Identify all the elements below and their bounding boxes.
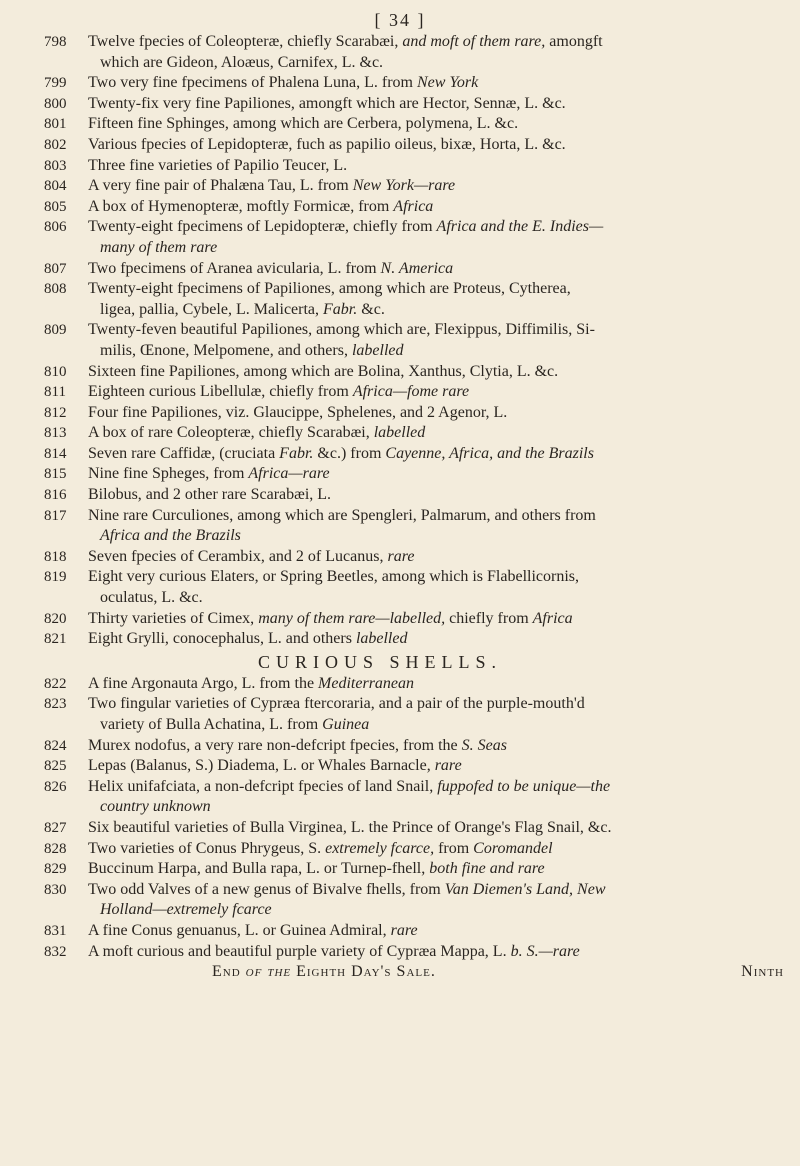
lot-number: 832 [44,943,67,960]
lot-entry [44,382,784,403]
lot-number: 829 [44,861,67,878]
lot-number: 799 [44,75,67,92]
lot-description: Thirty varieties of Cimex, many of them rare—labelled, chiefly from Africa [88,609,573,627]
lot-description: Nine fine Spheges, from Africa—rare [88,465,330,483]
end-of-sale-line [44,962,784,982]
lot-entry [44,674,784,695]
lot-description: Six beautiful varieties of Bulla Virginea, L. the Prince of Orange's Flag Snail, &c. [88,818,612,836]
lot-entry [44,423,784,444]
lot-number: 820 [44,610,67,627]
lot-number: 803 [44,157,67,174]
lot-entry [44,818,784,839]
lot-description: Two odd Valves of a new genus of Bivalve fhells, from Van Diemen's Land, New Holland—extremely fcarce [88,880,606,919]
lot-number: 825 [44,758,67,775]
lot-number: 804 [44,178,67,195]
lot-description: Buccinum Harpa, and Bulla rapa, L. or Turnep-fhell, both fine and rare [88,860,545,878]
lot-number: 823 [44,696,67,713]
lot-description: Twenty-feven beautiful Papiliones, among which are, Flexippus, Diffimilis, Si- milis, Œnone, Melpomene, and others, labelled [88,321,595,359]
lot-description: A box of rare Coleopteræ, chiefly Scarabæi, labelled [88,424,426,442]
lot-entry [44,609,784,630]
lot-description: Nine rare Curculiones, among which are Spengleri, Palmarum, and others from Africa and the Brazils [88,506,596,545]
lot-entry [44,156,784,177]
lot-description: Eight very curious Elaters, or Spring Beetles, among which is Flabellicornis, oculatus, L. &c. [88,568,580,607]
lot-description: Fifteen fine Sphinges, among which are Cerbera, polymena, L. &c. [88,115,519,133]
lot-entry [44,629,784,650]
lot-description: Three fine varieties of Papilio Teucer, L. [88,156,348,174]
lot-description: Lepas (Balanus, S.) Diadema, L. or Whales Barnacle, rare [88,757,462,775]
lot-description: Seven fpecies of Cerambix, and 2 of Lucanus, rare [88,547,415,565]
lot-description: Seven rare Caffidæ, (cruciata Fabr. &c.) from Cayenne, Africa, and the Brazils [88,444,594,462]
lot-number: 812 [44,404,67,421]
lot-entry [44,839,784,860]
lot-entry [44,694,784,735]
lot-description: Eight Grylli, conocephalus, L. and others labelled [88,630,408,648]
lot-entry [44,506,784,547]
lot-description: Murex nodofus, a very rare non-defcript fpecies, from the S. Seas [88,736,507,754]
lot-entry [44,320,784,361]
lot-entry [44,32,784,73]
lot-entry [44,736,784,757]
lot-number: 800 [44,95,67,112]
lot-entry [44,114,784,135]
lot-description: Eighteen curious Libellulæ, chiefly from Africa—fome rare [88,383,470,401]
lot-number: 815 [44,466,67,483]
lot-entry [44,217,784,258]
lot-number: 819 [44,569,67,586]
lot-number: 822 [44,675,67,692]
lot-description: Two very fine fpecimens of Phalena Luna, L. from New York [88,74,479,92]
lot-entry [44,777,784,818]
lot-description: Four fine Papiliones, viz. Glaucippe, Sphelenes, and 2 Agenor, L. [88,403,508,421]
lot-number: 821 [44,631,67,648]
lot-entry [44,197,784,218]
lot-number: 808 [44,281,67,298]
lot-entry [44,464,784,485]
lot-description: Bilobus, and 2 other rare Scarabæi, L. [88,486,332,504]
lot-number: 802 [44,136,67,153]
lot-number: 806 [44,219,67,236]
lot-description: Two fingular varieties of Cypræa ftercoraria, and a pair of the purple-mouth'd variety of Bulla Achatina, L. from Guinea [88,695,585,733]
lot-entry [44,547,784,568]
lot-description: Twenty-eight fpecimens of Lepidopteræ, chiefly from Africa and the E. Indies— many of them rare [88,218,604,256]
lot-number: 809 [44,322,67,339]
lot-description: A fine Argonauta Argo, L. from the Mediterranean [88,674,415,692]
lot-entry [44,880,784,921]
lot-number: 805 [44,198,67,215]
lot-number: 824 [44,737,67,754]
lot-number: 813 [44,425,67,442]
lot-description: Two fpecimens of Aranea avicularia, L. from N. America [88,259,454,277]
lot-entry [44,279,784,320]
lot-description: Two varieties of Conus Phrygeus, S. extremely fcarce, from Coromandel [88,839,553,857]
lot-entry [44,485,784,506]
lot-entry [44,859,784,880]
lot-entry [44,444,784,465]
lot-number: 830 [44,881,67,898]
lot-entry [44,259,784,280]
lot-number: 810 [44,363,67,380]
section-heading: CURIOUS SHELLS. [258,651,503,672]
lot-description: Helix unifafciata, a non-defcript fpecies of land Snail, fuppofed to be unique—the country unknown [88,777,611,816]
lot-number: 816 [44,487,67,504]
lot-number: 817 [44,507,67,524]
lot-number: 798 [44,34,67,50]
shell-lots [44,674,784,962]
lot-description: Twenty-eight fpecimens of Papiliones, among which are Proteus, Cytherea, ligea, pallia, Cybele, L. Malicerta, Fabr. &c. [88,280,571,318]
lot-number: 827 [44,819,67,836]
lot-number: 811 [44,384,66,401]
lot-entry [44,73,784,94]
page-number: [ 34 ] [374,10,426,30]
lot-entry [44,403,784,424]
lot-number: 818 [44,548,67,565]
lot-entry [44,135,784,156]
lot-description: Various fpecies of Lepidopteræ, fuch as papilio oileus, bixæ, Horta, L. &c. [88,135,566,153]
insect-lots [44,32,784,650]
lot-number: 807 [44,260,67,277]
lot-list [44,32,784,982]
lot-entry [44,567,784,608]
lot-number: 814 [44,445,67,462]
lot-number: 828 [44,840,67,857]
lot-entry [44,942,784,963]
lot-entry [44,94,784,115]
lot-description: Twelve fpecies of Coleopteræ, chiefly Scarabæi, and moft of them rare, amongft which are Gideon, Aloæus, Carnifex, L. &c. [88,33,603,71]
lot-description: A box of Hymenopteræ, moftly Formicæ, from Africa [88,197,434,215]
lot-number: 801 [44,116,67,133]
lot-description: A moft curious and beautiful purple variety of Cypræa Mappa, L. b. S.—rare [88,942,580,960]
lot-number: 826 [44,778,67,795]
lot-number: 831 [44,922,67,939]
end-of-sale-text: End of the Eighth Day's Sale. [212,963,436,981]
catchword: Ninth [741,963,784,981]
lot-entry [44,921,784,942]
lot-description: A very fine pair of Phalæna Tau, L. from New York—rare [88,177,456,195]
lot-entry [44,176,784,197]
lot-description: Sixteen fine Papiliones, among which are Bolina, Xanthus, Clytia, L. &c. [88,362,559,380]
lot-entry [44,756,784,777]
lot-description: Twenty-fix very fine Papiliones, amongft which are Hector, Sennæ, L. &c. [88,94,566,112]
lot-description: A fine Conus genuanus, L. or Guinea Admiral, rare [88,921,418,939]
lot-entry [44,362,784,383]
